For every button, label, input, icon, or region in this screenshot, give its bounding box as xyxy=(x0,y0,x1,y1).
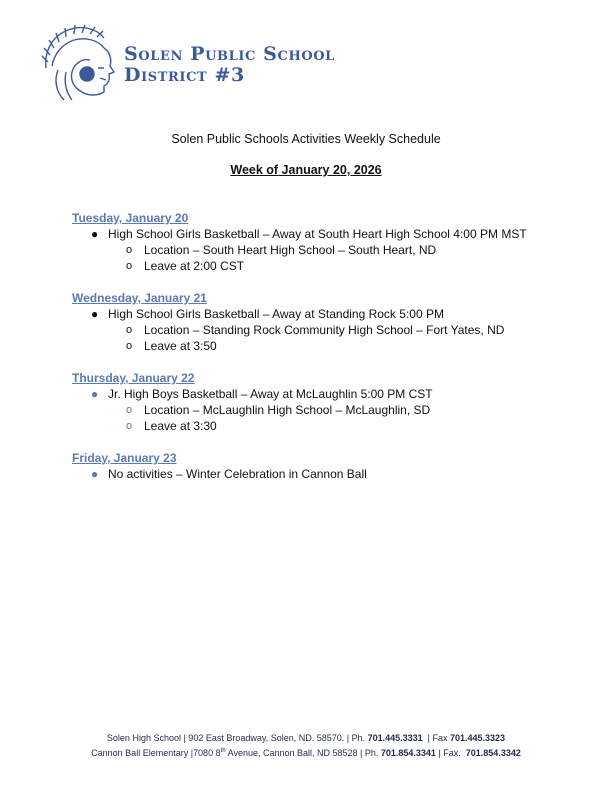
day-section xyxy=(72,290,552,354)
circle-bullet-icon: o xyxy=(126,404,133,416)
footer-phone: 701.445.3331 xyxy=(367,733,423,743)
event-item xyxy=(72,226,552,242)
event-item xyxy=(72,466,552,482)
footer-fax: 701.445.3323 xyxy=(450,733,506,743)
event-detail xyxy=(72,338,552,354)
bullet-icon: ● xyxy=(91,467,99,481)
district-name-line1: Solen Public School xyxy=(124,43,335,65)
event-item xyxy=(72,386,552,402)
event-text: High School Girls Basketball – Away at Standing Rock 5:00 PM xyxy=(108,307,444,321)
detail-text: Location – South Heart High School – South Heart, ND xyxy=(144,243,437,257)
footer-line-elementary xyxy=(0,746,612,761)
circle-bullet-icon: o xyxy=(126,244,133,256)
day-heading: Wednesday, January 21 xyxy=(72,291,207,305)
circle-bullet-icon: o xyxy=(126,340,133,352)
footer xyxy=(0,731,612,761)
footer-fax-label: | Fax xyxy=(422,733,450,743)
day-heading: Tuesday, January 20 xyxy=(72,211,189,225)
day-heading: Thursday, January 22 xyxy=(72,371,195,385)
footer-address: Solen High School | 902 East Broadway, Solen, ND. 58570. | Ph. xyxy=(106,733,368,743)
bullet-icon: ● xyxy=(91,307,99,321)
document-title: Solen Public Schools Activities Weekly Schedule xyxy=(171,132,441,146)
footer-fax-label: | Fax. xyxy=(435,748,466,758)
event-detail xyxy=(72,242,552,258)
event-text: Jr. High Boys Basketball – Away at McLaughlin 5:00 PM CST xyxy=(108,387,433,401)
day-section xyxy=(72,370,552,434)
footer-fax: 701.854.3342 xyxy=(465,748,521,758)
circle-bullet-icon: o xyxy=(126,420,133,432)
footer-address: Cannon Ball Elementary |7080 8 xyxy=(91,748,221,758)
event-detail xyxy=(72,258,552,274)
event-text: No activities – Winter Celebration in Cannon Ball xyxy=(108,467,367,481)
day-section xyxy=(72,210,552,274)
circle-bullet-icon: o xyxy=(126,260,133,272)
indian-head-logo xyxy=(38,22,124,106)
footer-address-cont: Avenue, Cannon Ball, ND 58528 | Ph. xyxy=(225,748,381,758)
event-detail xyxy=(72,322,552,338)
circle-bullet-icon: o xyxy=(126,324,133,336)
bullet-icon: ● xyxy=(91,387,99,401)
event-detail xyxy=(72,418,552,434)
district-name xyxy=(124,44,335,86)
detail-text: Leave at 2:00 CST xyxy=(144,259,245,273)
day-section xyxy=(72,450,552,482)
week-heading: Week of January 20, 2026 xyxy=(230,163,382,177)
detail-text: Location – McLaughlin High School – McLaughlin, SD xyxy=(144,403,431,417)
footer-phone: 701.854.3341 xyxy=(380,748,436,758)
detail-text: Leave at 3:50 xyxy=(144,339,217,353)
detail-text: Location – Standing Rock Community High School – Fort Yates, ND xyxy=(144,323,505,337)
event-item xyxy=(72,306,552,322)
district-name-line2: District #3 xyxy=(124,64,245,86)
detail-text: Leave at 3:30 xyxy=(144,419,217,433)
footer-line-high-school xyxy=(0,731,612,746)
day-heading: Friday, January 23 xyxy=(72,451,177,465)
event-text: High School Girls Basketball – Away at South Heart High School 4:00 PM MST xyxy=(108,227,527,241)
event-detail xyxy=(72,402,552,418)
bullet-icon: ● xyxy=(91,227,99,241)
footer-ordinal: th xyxy=(220,748,226,754)
